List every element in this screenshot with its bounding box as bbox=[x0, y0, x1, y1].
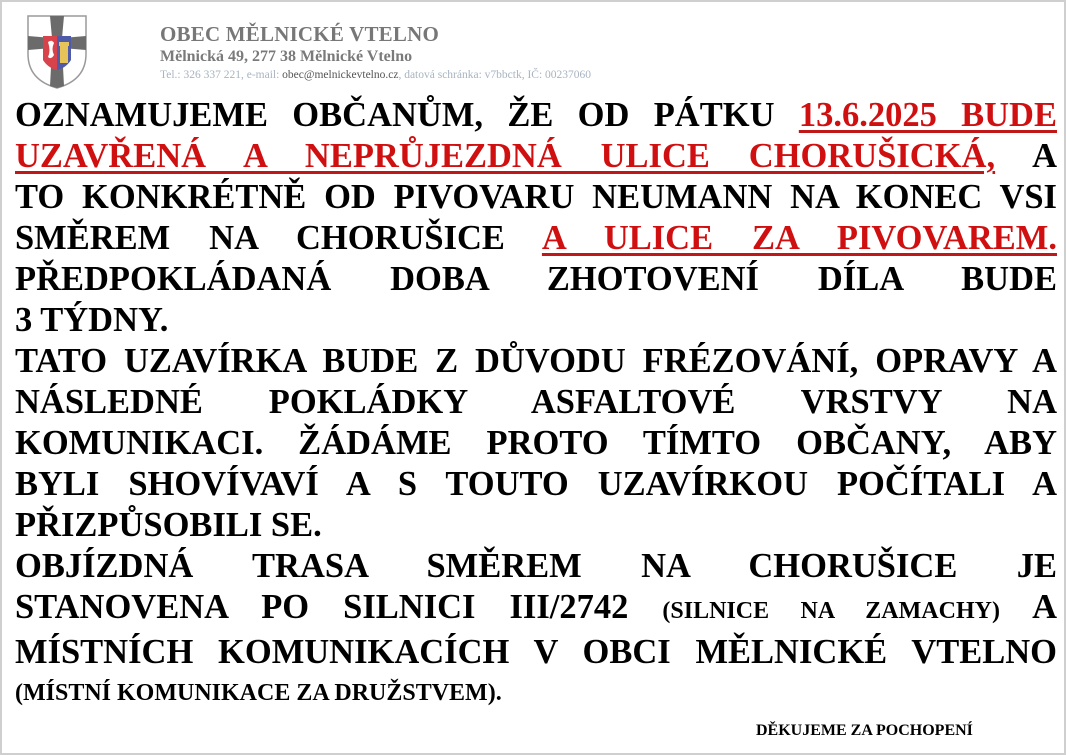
thanks-signoff: DĚKUJEME ZA POCHOPENÍ bbox=[756, 722, 973, 739]
notice-line-2: UZAVŘENÁ A NEPRŮJEZDNÁ ULICE CHORUŠICKÁ, A bbox=[15, 137, 1057, 175]
contact-line bbox=[160, 68, 591, 82]
notice-line-3: TO KONKRÉTNĚ OD PIVOVARU NEUMANN NA KONEC VSI bbox=[15, 178, 1057, 216]
notice-line-5: PŘEDPOKLÁDANÁ DOBA ZHOTOVENÍ DÍLA BUDE bbox=[15, 260, 1057, 298]
municipality-name: OBEC MĚLNICKÉ VTELNO bbox=[160, 22, 439, 46]
road-note: (SILNICE NA ZAMACHY) bbox=[662, 598, 1000, 624]
notice-line-12: OBJÍZDNÁ TRASA SMĚREM NA CHORUŠICE JE bbox=[15, 547, 1057, 585]
notice-line-9: KOMUNIKACI. ŽÁDÁME PROTO TÍMTO OBČANY, ABY bbox=[15, 424, 1057, 462]
notice-line-1: OZNAMUJEME OBČANŮM, ŽE OD PÁTKU 13.6.2025 BUDE bbox=[15, 96, 1057, 134]
coat-of-arms-icon bbox=[26, 14, 88, 90]
closure-date-highlight: 13.6.2025 BUDE bbox=[798, 96, 1057, 134]
notice-line-11: PŘIZPŮSOBILI SE. bbox=[15, 506, 322, 544]
notice-line-8: NÁSLEDNÉ POKLÁDKY ASFALTOVÉ VRSTVY NA bbox=[15, 383, 1057, 421]
second-street-highlight: A ULICE ZA PIVOVAREM. bbox=[541, 219, 1057, 257]
notice-line-15: (MÍSTNÍ KOMUNIKACE ZA DRUŽSTVEM). bbox=[15, 680, 502, 706]
contact-suffix: , datová schránka: v7bbctk, IČ: 00237060 bbox=[398, 69, 592, 81]
closed-street-highlight: UZAVŘENÁ A NEPRŮJEZDNÁ ULICE CHORUŠICKÁ, bbox=[15, 137, 996, 175]
notice-line-14: MÍSTNÍCH KOMUNIKACÍCH V OBCI MĚLNICKÉ VTELNO bbox=[15, 633, 1057, 671]
notice-line-7: TATO UZAVÍRKA BUDE Z DŮVODU FRÉZOVÁNÍ, OPRAVY A bbox=[15, 342, 1057, 380]
letterhead bbox=[160, 22, 591, 82]
notice-line-13: STANOVENA PO SILNICI III/2742 (SILNICE NA ZAMACHY) A bbox=[15, 588, 1058, 626]
notice-line-4: SMĚREM NA CHORUŠICE A ULICE ZA PIVOVAREM. bbox=[15, 219, 1057, 257]
notice-body bbox=[15, 95, 1057, 714]
contact-prefix: Tel.: 326 337 221, e-mail: bbox=[160, 69, 283, 81]
notice-line-10: BYLI SHOVÍVAVÍ A S TOUTO UZAVÍRKOU POČÍTALI A bbox=[15, 465, 1057, 503]
notice-line-6: 3 TÝDNY. bbox=[15, 301, 169, 339]
municipality-address: Mělnická 49, 277 38 Mělnické Vtelno bbox=[160, 48, 413, 65]
email-link[interactable]: obec@melnickevtelno.cz bbox=[282, 69, 399, 81]
